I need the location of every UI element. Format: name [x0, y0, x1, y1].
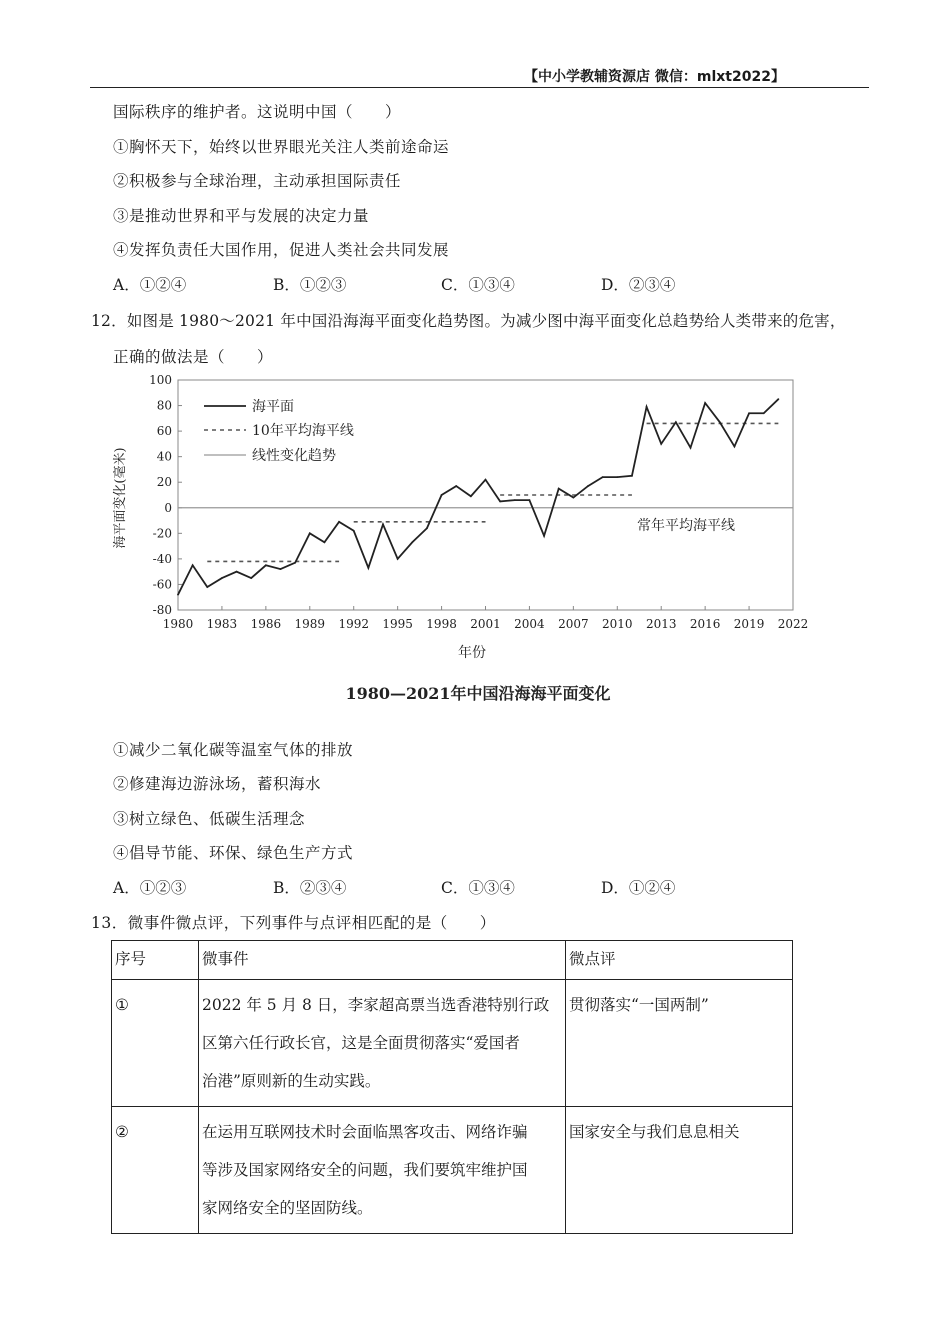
sea-level-point — [543, 535, 545, 537]
x-tick-label: 1983 — [206, 617, 238, 631]
q12-option-a: A．①②③ — [113, 879, 187, 897]
sea-level-point — [280, 568, 282, 570]
y-tick-label: -60 — [152, 577, 172, 592]
sea-level-point — [499, 500, 501, 502]
sea-level-point — [602, 476, 604, 478]
y-tick-label: -40 — [152, 551, 172, 566]
sea-level-point — [455, 485, 457, 487]
page-header: 【中小学教辅资源店 微信：mlxt2022】 — [524, 69, 785, 85]
sea-level-point — [675, 421, 677, 423]
y-tick-label: 0 — [164, 500, 172, 515]
q12-statement-3: ③树立绿色、低碳生活理念 — [113, 810, 306, 828]
x-tick-label: 2016 — [689, 617, 721, 631]
q11-continuation: 国际秩序的维护者。这说明中国（ ） — [113, 103, 402, 121]
sea-level-point — [660, 443, 662, 445]
event-line: 等涉及国家网络安全的问题，我们要筑牢维护国 — [202, 1161, 528, 1179]
y-tick-label: 60 — [156, 424, 172, 439]
sea-level-point — [616, 476, 618, 478]
sea-level-point — [748, 412, 750, 414]
sea-level-point — [558, 488, 560, 490]
sea-level-point — [397, 558, 399, 560]
sea-level-point — [441, 494, 443, 496]
sea-level-point — [324, 541, 326, 543]
q11-statement-4: ④发挥负责任大国作用，促进人类社会共同发展 — [113, 241, 450, 259]
event-line: 2022 年 5 月 8 日，李家超高票当选香港特别行政 — [202, 996, 550, 1014]
header-cell-comment: 微点评 — [566, 941, 793, 980]
sea-level-point — [177, 594, 179, 596]
q11-option-a: A．①②④ — [113, 276, 187, 294]
x-tick-label: 2004 — [514, 617, 545, 631]
q11-statement-3: ③是推动世界和平与发展的决定力量 — [113, 207, 370, 225]
y-tick-label: 20 — [156, 475, 172, 490]
sea-level-point — [250, 577, 252, 579]
legend-linear-trend: 线性变化趋势 — [252, 448, 336, 464]
sea-level-point — [236, 571, 238, 573]
x-tick-label: 2022 — [777, 617, 809, 631]
q12-statement-4: ④倡导节能、环保、绿色生产方式 — [113, 844, 354, 862]
sea-level-point — [265, 564, 267, 566]
sea-level-chart — [110, 370, 830, 715]
y-tick-label: 80 — [156, 398, 172, 413]
legend-decade-average: 10年平均海平线 — [252, 423, 354, 439]
sea-level-point — [294, 562, 296, 564]
x-tick-label: 2001 — [470, 617, 501, 631]
sea-level-point — [734, 446, 736, 448]
events-table — [111, 940, 793, 1234]
x-axis-label: 年份 — [458, 645, 486, 661]
sea-level-point — [470, 495, 472, 497]
header-cell-event: 微事件 — [199, 941, 566, 980]
q12-stem-line-2: 正确的做法是（ ） — [113, 348, 274, 366]
q11-option-b: B．①②③ — [273, 276, 347, 294]
q11-option-d: D．②③④ — [601, 276, 676, 294]
table-header-row — [112, 941, 793, 980]
sea-level-point — [192, 564, 194, 566]
x-tick-label: 2013 — [645, 617, 677, 631]
sea-level-point — [777, 398, 779, 400]
event-line: 治港”原则新的生动实践。 — [202, 1072, 381, 1090]
sea-level-point — [719, 421, 721, 423]
sea-level-point — [690, 447, 692, 449]
x-tick-label: 2007 — [558, 617, 589, 631]
sea-level-point — [309, 532, 311, 534]
event-line: 家网络安全的坚固防线。 — [202, 1199, 373, 1217]
y-tick-label: 100 — [149, 373, 172, 387]
header-rule — [90, 87, 869, 88]
event-line: 在运用互联网技术时会面临黑客攻击、网络诈骗 — [202, 1123, 528, 1141]
sea-level-point — [411, 541, 413, 543]
sea-level-point — [631, 475, 633, 477]
row-event — [199, 1107, 566, 1234]
q12-option-d: D．①②④ — [601, 879, 676, 897]
row-comment: 贯彻落实“一国两制” — [566, 980, 793, 1107]
baseline-label: 常年平均海平线 — [637, 518, 735, 534]
x-tick-label: 1989 — [294, 617, 326, 631]
q12-statement-1: ①减少二氧化碳等温室气体的排放 — [113, 741, 354, 759]
sea-level-point — [353, 530, 355, 532]
row-number: ② — [112, 1107, 199, 1234]
sea-level-point — [704, 402, 706, 404]
sea-level-point — [485, 479, 487, 481]
x-tick-label: 1980 — [162, 617, 194, 631]
x-tick-label: 1998 — [426, 617, 457, 631]
sea-level-point — [514, 499, 516, 501]
x-tick-label: 1986 — [250, 617, 282, 631]
y-tick-label: -20 — [152, 526, 172, 541]
sea-level-point — [572, 497, 574, 499]
q11-statement-2: ②积极参与全球治理，主动承担国际责任 — [113, 172, 402, 190]
q12-option-c: C．①③④ — [441, 879, 515, 897]
q11-statement-1: ①胸怀天下，始终以世界眼光关注人类前途命运 — [113, 138, 450, 156]
sea-level-point — [338, 521, 340, 523]
table-row — [112, 1107, 793, 1234]
q12-statement-2: ②修建海边游泳场，蓄积海水 — [113, 775, 322, 793]
sea-level-point — [206, 586, 208, 588]
sea-level-point — [587, 485, 589, 487]
row-comment: 国家安全与我们息息相关 — [566, 1107, 793, 1234]
sea-level-point — [426, 527, 428, 529]
event-line: 区第六任行政长官，这是全面贯彻落实“爱国者 — [202, 1034, 520, 1052]
x-tick-label: 2010 — [602, 617, 633, 631]
x-tick-label: 1995 — [382, 617, 413, 631]
y-axis-label: 海平面变化(毫米) — [113, 447, 128, 549]
sea-level-point — [646, 406, 648, 408]
sea-level-point — [367, 567, 369, 569]
row-number: ① — [112, 980, 199, 1107]
q11-option-c: C．①③④ — [441, 276, 515, 294]
chart-title: 1980—2021年中国沿海海平面变化 — [345, 684, 611, 703]
sea-level-point — [382, 523, 384, 525]
y-tick-label: -80 — [152, 603, 172, 617]
sea-level-point — [221, 577, 223, 579]
sea-level-point — [763, 412, 765, 414]
y-tick-label: 40 — [156, 449, 172, 464]
sea-level-point — [529, 499, 531, 501]
legend-sea-level: 海平面 — [252, 399, 294, 415]
header-cell-number: 序号 — [112, 941, 199, 980]
row-event — [199, 980, 566, 1107]
x-tick-label: 1992 — [338, 617, 369, 631]
q12-stem-line-1: 12．如图是 1980～2021 年中国沿海海平面变化趋势图。为减少图中海平面变化总趋势给人类带来的危害， — [91, 312, 846, 330]
table-row — [112, 980, 793, 1107]
q12-option-b: B．②③④ — [273, 879, 347, 897]
q13-stem: 13．微事件微点评，下列事件与点评相匹配的是（ ） — [91, 914, 496, 932]
x-tick-label: 2019 — [733, 617, 765, 631]
